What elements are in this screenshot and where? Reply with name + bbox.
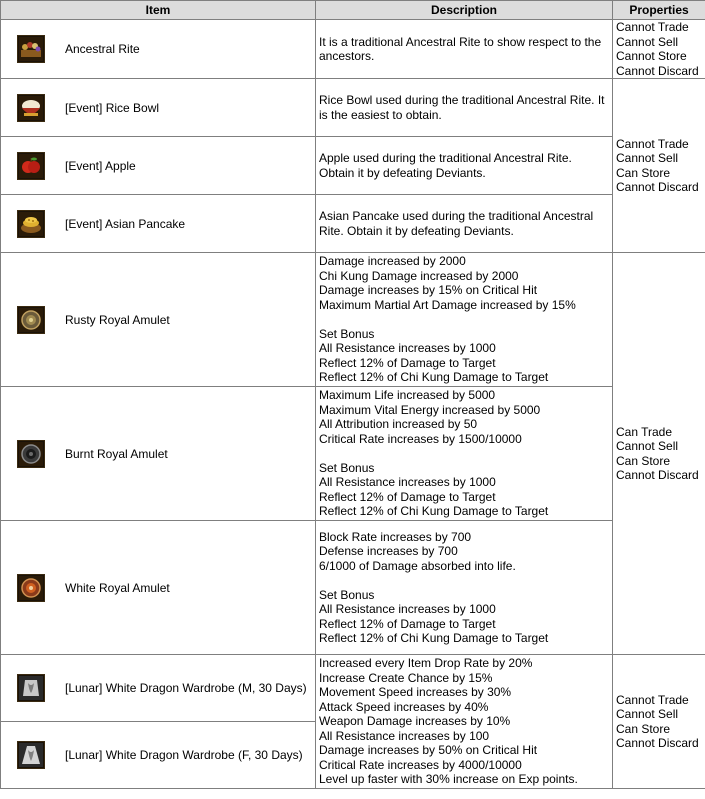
table-row <box>1 20 705 79</box>
item-cell <box>1 20 316 79</box>
ancestral-rite-icon <box>17 35 45 63</box>
table-row <box>1 387 705 521</box>
item-name: Burnt Royal Amulet <box>65 446 168 461</box>
item-description: Increased every Item Drop Rate by 20% Increase Create Chance by 15% Movement Speed increases by 30% Attack Speed increases by 40% Weapon Damage increases by 10% All Resistance increases by 100 Damage increases by 50% on Critical Hit Critical Rate increases by 4000/10000 Level up faster with 30% increase on Exp points. <box>316 655 613 789</box>
item-cell <box>1 195 316 253</box>
item-name: [Event] Apple <box>65 158 136 173</box>
dragon-wardrobe-female-icon <box>17 741 45 769</box>
item-cell <box>1 79 316 137</box>
table-row <box>1 521 705 655</box>
item-description: Rice Bowl used during the traditional Ancestral Rite. It is the easiest to obtain. <box>316 79 613 137</box>
item-cell <box>1 655 316 722</box>
item-name: [Lunar] White Dragon Wardrobe (M, 30 Days) <box>65 681 307 695</box>
header-row <box>1 1 705 20</box>
header-item: Item <box>1 1 316 20</box>
item-name: [Event] Rice Bowl <box>65 100 160 115</box>
header-description: Description <box>316 1 613 20</box>
item-name: [Event] Asian Pancake <box>65 216 186 231</box>
item-description: Asian Pancake used during the traditional Ancestral Rite. Obtain it by defeating Deviants. <box>316 195 613 253</box>
item-description: Apple used during the traditional Ancestral Rite. Obtain it by defeating Deviants. <box>316 137 613 195</box>
item-cell <box>1 137 316 195</box>
apple-icon <box>17 152 45 180</box>
burnt-amulet-icon <box>17 440 45 468</box>
item-description: Damage increased by 2000 Chi Kung Damage increased by 2000 Damage increases by 15% on Critical Hit Maximum Martial Art Damage increased by 15% Set Bonus All Resistance increases by 1000 Reflect 12% of Damage to Target Reflect 12% of Chi Kung Damage to Target <box>316 253 613 387</box>
rice-bowl-icon <box>17 94 45 122</box>
header-properties: Properties <box>613 1 705 20</box>
item-description: It is a traditional Ancestral Rite to show respect to the ancestors. <box>316 20 613 79</box>
item-cell <box>1 253 316 387</box>
item-cell <box>1 722 316 789</box>
item-name: Rusty Royal Amulet <box>65 312 170 327</box>
table-row <box>1 195 705 253</box>
rusty-amulet-icon <box>17 306 45 334</box>
item-cell <box>1 521 316 655</box>
item-properties: Can Trade Cannot Sell Can Store Cannot Discard <box>613 253 705 655</box>
table-row <box>1 655 705 722</box>
dragon-wardrobe-male-icon <box>17 674 45 702</box>
table-row <box>1 137 705 195</box>
asian-pancake-icon <box>17 210 45 238</box>
item-properties: Cannot Trade Cannot Sell Cannot Store Cannot Discard <box>613 20 705 79</box>
item-description: Maximum Life increased by 5000 Maximum Vital Energy increased by 5000 All Attribution increased by 50 Critical Rate increases by 1500/10000 Set Bonus All Resistance increases by 1000 Reflect 12% of Damage to Target Reflect 12% of Chi Kung Damage to Target <box>316 387 613 521</box>
item-name: White Royal Amulet <box>65 580 170 595</box>
white-amulet-icon <box>17 574 45 602</box>
item-name: Ancestral Rite <box>65 42 140 56</box>
table-row <box>1 253 705 387</box>
item-name: [Lunar] White Dragon Wardrobe (F, 30 Days) <box>65 748 303 762</box>
item-description: Block Rate increases by 700 Defense increases by 700 6/1000 of Damage absorbed into life. Set Bonus All Resistance increases by 1000 Reflect 12% of Damage to Target Reflect 12% of Chi Kung Damage to Target <box>316 521 613 655</box>
item-properties: Cannot Trade Cannot Sell Can Store Cannot Discard <box>613 79 705 253</box>
item-cell <box>1 387 316 521</box>
item-properties: Cannot Trade Cannot Sell Can Store Cannot Discard <box>613 655 705 789</box>
table-row <box>1 79 705 137</box>
